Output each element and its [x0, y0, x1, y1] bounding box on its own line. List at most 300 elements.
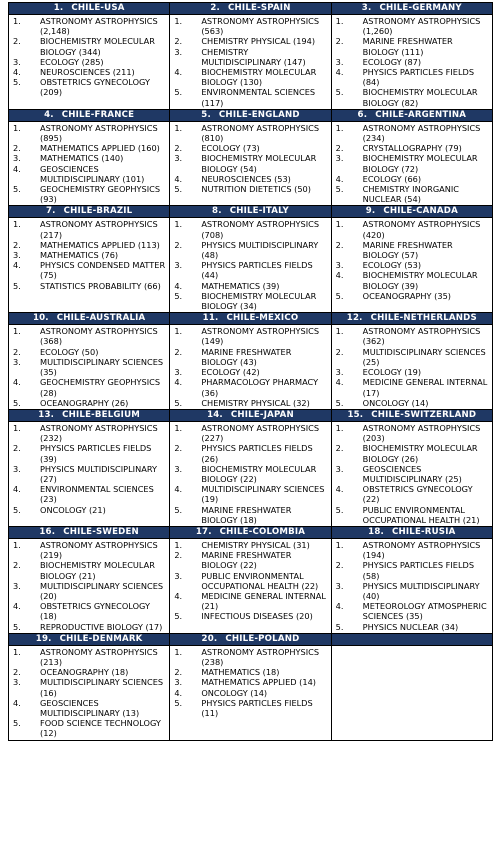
- list-item-text: PHYSICS PARTICLES FIELDS (26): [201, 443, 313, 464]
- list-item: [336, 153, 490, 173]
- list-item-text: ASTRONOMY ASTROPHYSICS (234): [362, 122, 481, 144]
- list-item-number: 4.: [13, 697, 21, 708]
- list-item-text: GEOSCIENCES MULTIDISCIPLINARY (101): [40, 163, 145, 184]
- list-item-text: BIOCHEMISTRY MOLECULAR BIOLOGY (344): [40, 36, 155, 57]
- list-item-number: 2.: [174, 239, 183, 250]
- list-item-text: PHYSICS PARTICLES FIELDS (84): [362, 67, 475, 88]
- country-header: [331, 526, 492, 538]
- list-item: [13, 184, 167, 204]
- list-item-number: 5.: [13, 621, 21, 632]
- list-item: [174, 423, 328, 443]
- country-header: [9, 526, 170, 538]
- list-item-text: ECOLOGY (53): [362, 260, 422, 271]
- list-item-number: 1.: [13, 326, 21, 337]
- list-item: [336, 184, 490, 204]
- list-item-text: MULTIDISCIPLINARY SCIENCES (19): [201, 484, 325, 505]
- list-item-text: ONCOLOGY (14): [201, 687, 268, 698]
- list-item: [13, 143, 167, 153]
- list-item: [174, 464, 328, 484]
- field-list: [332, 15, 492, 109]
- country-title: CHILE-SWEDEN: [63, 526, 139, 537]
- country-rank: 20.: [201, 633, 218, 644]
- list-item: [13, 77, 167, 97]
- country-title: CHILE-NETHERLANDS: [370, 313, 477, 324]
- list-item: [174, 153, 328, 173]
- country-field-list-cell: [9, 15, 170, 110]
- list-item-text: GEOSCIENCES MULTIDISCIPLINARY (13): [40, 697, 140, 718]
- list-item-text: BIOCHEMISTRY MOLECULAR BIOLOGY (54): [201, 153, 317, 174]
- country-field-list-cell: [170, 121, 331, 206]
- country-rank: 13.: [38, 409, 55, 420]
- list-item-number: 2.: [174, 667, 183, 678]
- list-item: [174, 291, 328, 311]
- list-item-text: PHYSICS PARTICLES FIELDS (44): [201, 260, 313, 281]
- country-header: [331, 206, 492, 218]
- field-list: [170, 218, 330, 312]
- list-item-number: 3.: [174, 570, 183, 581]
- list-item-number: 1.: [335, 422, 344, 433]
- list-item-number: 3.: [335, 463, 344, 474]
- list-item: [13, 281, 167, 291]
- list-item-number: 5.: [13, 504, 21, 515]
- country-header: [170, 3, 331, 15]
- list-item: [174, 550, 328, 570]
- list-item-number: 2.: [335, 143, 344, 154]
- list-item-number: 4.: [335, 67, 344, 78]
- list-item: [174, 667, 328, 677]
- list-item: [336, 36, 490, 56]
- country-title: CHILE-AUSTRALIA: [56, 313, 146, 324]
- list-item-text: ASTRONOMY ASTROPHYSICS (238): [201, 646, 320, 667]
- country-title: CHILE-COLOMBIA: [219, 526, 306, 537]
- list-item: [174, 484, 328, 504]
- list-item: [13, 667, 167, 677]
- list-item-text: ENVIRONMENTAL SCIENCES (23): [40, 484, 154, 505]
- list-item-number: 4.: [335, 601, 344, 612]
- list-item-text: MULTIDISCIPLINARY SCIENCES (20): [40, 580, 164, 601]
- list-item-number: 2.: [335, 239, 344, 250]
- list-item-number: 1.: [174, 539, 183, 550]
- items-row: [9, 325, 493, 410]
- list-item-text: BIOCHEMISTRY MOLECULAR BIOLOGY (34): [201, 290, 317, 312]
- list-item: [13, 36, 167, 56]
- list-item-number: 5.: [335, 290, 344, 301]
- country-header: [331, 409, 492, 421]
- list-item-text: MATHEMATICS (76): [40, 250, 119, 261]
- list-item-text: ECOLOGY (42): [201, 367, 260, 378]
- list-item: [13, 164, 167, 184]
- list-item: [174, 677, 328, 687]
- country-title: CHILE-CANADA: [383, 206, 458, 217]
- list-item-number: 3.: [13, 56, 21, 67]
- list-item: [13, 601, 167, 621]
- list-item-text: FOOD SCIENCE TECHNOLOGY (12): [40, 718, 161, 739]
- list-item-number: 4.: [174, 173, 183, 184]
- country-header: [9, 313, 170, 325]
- country-rank: 15.: [347, 409, 364, 420]
- country-rank: 19.: [35, 633, 52, 644]
- list-item: [174, 67, 328, 87]
- list-item-text: BIOCHEMISTRY MOLECULAR BIOLOGY (130): [201, 67, 317, 88]
- list-item: [174, 174, 328, 184]
- country-field-list-cell: [331, 325, 492, 410]
- list-item-number: 1.: [335, 539, 344, 550]
- list-item-text: ASTRONOMY ASTROPHYSICS (217): [40, 219, 158, 240]
- country-rank: 3.: [361, 3, 372, 13]
- list-item-text: MARINE FRESHWATER BIOLOGY (22): [201, 550, 292, 571]
- list-item-text: MULTIDISCIPLINARY SCIENCES (16): [40, 677, 164, 698]
- list-item: [13, 326, 167, 346]
- list-item-number: 5.: [335, 87, 344, 98]
- list-item-number: 2.: [13, 667, 21, 678]
- list-item-text: PHYSICS PARTICLES FIELDS (11): [201, 697, 313, 718]
- country-header: [170, 526, 331, 538]
- list-item-number: 1.: [13, 219, 21, 230]
- country-rank: 9.: [365, 206, 376, 217]
- list-item-number: 3.: [13, 580, 21, 591]
- list-item-number: 1.: [13, 122, 21, 133]
- list-item: [336, 260, 490, 270]
- list-item: [336, 601, 490, 621]
- list-item-text: GEOCHEMISTRY GEOPHYSICS (28): [40, 377, 161, 398]
- list-item-number: 1.: [174, 122, 183, 133]
- list-item: [13, 240, 167, 250]
- list-item-number: 3.: [174, 367, 183, 378]
- list-item: [174, 16, 328, 36]
- list-item-number: 2.: [174, 36, 183, 47]
- country-field-list-cell: [331, 538, 492, 633]
- list-item: [336, 57, 490, 67]
- list-item-text: PHYSICS MULTIDISCIPLINARY (48): [201, 239, 319, 261]
- list-item-text: PHYSICS PARTICLES FIELDS (58): [362, 560, 475, 581]
- list-item: [336, 367, 490, 377]
- list-item-number: 3.: [13, 356, 21, 367]
- list-item: [13, 260, 167, 280]
- list-item-text: MATHEMATICS APPLIED (160): [40, 143, 160, 154]
- list-item-text: ECOLOGY (50): [40, 346, 99, 357]
- list-item-number: 4.: [335, 377, 344, 388]
- country-rank: 1.: [53, 3, 64, 13]
- country-field-list-cell: [9, 121, 170, 206]
- list-item-number: 3.: [13, 677, 21, 688]
- list-item: [336, 505, 490, 525]
- country-field-list-cell: [331, 421, 492, 526]
- country-field-list-cell: [170, 421, 331, 526]
- list-item-text: MULTIDISCIPLINARY SCIENCES (35): [40, 356, 164, 378]
- country-header: [170, 206, 331, 218]
- list-item-number: 5.: [174, 184, 183, 195]
- list-item-number: 3.: [174, 153, 183, 164]
- list-item-number: 1.: [174, 422, 183, 433]
- list-item-text: CHEMISTRY INORGANIC NUCLEAR (54): [362, 184, 460, 205]
- field-list: [9, 15, 169, 99]
- list-item-text: OBSTETRICS GYNECOLOGY (22): [362, 484, 473, 505]
- list-item-number: 4.: [174, 377, 183, 388]
- list-item-number: 4.: [13, 377, 21, 388]
- list-item-number: 4.: [174, 280, 183, 291]
- list-item-number: 5.: [174, 87, 183, 98]
- list-item-text: CHEMISTRY MULTIDISCIPLINARY (147): [201, 46, 306, 67]
- list-item-text: CHEMISTRY PHYSICAL (32): [201, 397, 310, 408]
- list-item-text: ASTRONOMY ASTROPHYSICS (213): [40, 646, 158, 667]
- country-rank: 10.: [32, 313, 49, 324]
- list-item-number: 1.: [335, 219, 344, 230]
- country-rank: 5.: [201, 109, 211, 120]
- list-item: [13, 219, 167, 239]
- items-row: [9, 218, 493, 313]
- list-item-text: METEOROLOGY ATMOSPHERIC SCIENCES (35): [362, 601, 487, 622]
- list-item: [174, 326, 328, 346]
- country-rank: 6.: [357, 109, 368, 120]
- list-item-text: ECOLOGY (285): [40, 56, 104, 67]
- country-field-list-cell: [331, 121, 492, 206]
- list-item-text: MEDICINE GENERAL INTERNAL (21): [201, 590, 326, 612]
- list-item: [336, 347, 490, 367]
- list-item-number: 5.: [13, 718, 21, 729]
- list-item-number: 1.: [335, 326, 344, 337]
- list-item-number: 2.: [174, 550, 183, 561]
- list-item-text: MARINE FRESHWATER BIOLOGY (57): [362, 239, 453, 261]
- list-item-number: 5.: [174, 397, 183, 408]
- list-item-text: OBSTETRICS GYNECOLOGY (209): [40, 77, 150, 98]
- list-item-number: 4.: [335, 173, 344, 184]
- list-item: [13, 540, 167, 560]
- country-rank: 18.: [368, 526, 384, 537]
- field-list: [332, 218, 492, 302]
- list-item-number: 3.: [174, 677, 183, 688]
- list-item-text: PHARMACOLOGY PHARMACY (36): [201, 377, 319, 398]
- list-item-text: ASTRONOMY ASTROPHYSICS (1,260): [362, 16, 481, 37]
- list-item-number: 1.: [174, 219, 183, 230]
- list-item-text: ECOLOGY (19): [362, 367, 422, 378]
- table-body: [9, 3, 493, 741]
- field-list: [170, 122, 330, 195]
- list-item-text: PHYSICS CONDENSED MATTER (75): [40, 260, 166, 281]
- field-list: [170, 15, 330, 109]
- list-item: [13, 357, 167, 377]
- list-item-text: BIOCHEMISTRY MOLECULAR BIOLOGY (21): [40, 560, 155, 581]
- list-item: [174, 611, 328, 621]
- list-item: [174, 240, 328, 260]
- list-item-text: ASTRONOMY ASTROPHYSICS (420): [362, 219, 481, 240]
- list-item: [336, 398, 490, 408]
- country-rank: 11.: [202, 313, 219, 324]
- country-rank: 8.: [212, 206, 222, 217]
- list-item-number: 3.: [335, 367, 344, 378]
- list-item-text: ASTRONOMY ASTROPHYSICS (232): [40, 422, 158, 444]
- list-item-number: 1.: [174, 16, 183, 26]
- country-header: [170, 109, 331, 121]
- list-item: [13, 647, 167, 667]
- list-item: [174, 87, 328, 107]
- country-title: CHILE-BRAZIL: [63, 206, 133, 217]
- list-item-text: ECOLOGY (73): [201, 143, 260, 154]
- list-item: [336, 540, 490, 560]
- country-rank: 7.: [45, 206, 56, 217]
- list-item-number: 2.: [174, 443, 183, 454]
- list-item: [336, 484, 490, 504]
- list-item-text: ASTRONOMY ASTROPHYSICS (194): [362, 539, 481, 561]
- list-item-number: 4.: [13, 67, 21, 78]
- field-list: [170, 646, 330, 719]
- list-item-text: MATHEMATICS (140): [40, 153, 124, 164]
- list-item-text: PUBLIC ENVIRONMENTAL OCCUPATIONAL HEALTH (21): [362, 504, 480, 525]
- country-field-list-cell: [9, 538, 170, 633]
- list-item-text: MULTIDISCIPLINARY SCIENCES (25): [362, 346, 486, 367]
- country-header: [170, 313, 331, 325]
- list-item: [336, 560, 490, 580]
- list-item-text: ONCOLOGY (14): [362, 397, 429, 408]
- list-item: [336, 464, 490, 484]
- list-item: [13, 123, 167, 143]
- list-item-text: GEOSCIENCES MULTIDISCIPLINARY (25): [362, 463, 462, 484]
- list-item-text: MARINE FRESHWATER BIOLOGY (111): [362, 36, 453, 57]
- header-row: [9, 409, 493, 421]
- country-field-list-cell: [170, 15, 331, 110]
- list-item: [174, 505, 328, 525]
- country-header: [331, 3, 492, 15]
- items-row: [9, 645, 493, 740]
- header-row: [9, 313, 493, 325]
- field-list: [332, 422, 492, 526]
- list-item: [174, 281, 328, 291]
- list-item: [174, 688, 328, 698]
- list-item: [336, 581, 490, 601]
- list-item: [336, 174, 490, 184]
- list-item: [13, 153, 167, 163]
- list-item: [174, 219, 328, 239]
- list-item-text: ASTRONOMY ASTROPHYSICS (219): [40, 539, 158, 561]
- list-item-number: 3.: [335, 260, 344, 271]
- list-item: [174, 698, 328, 718]
- country-title: CHILE-POLAND: [225, 633, 300, 644]
- list-item: [13, 398, 167, 408]
- list-item-text: GEOCHEMISTRY GEOPHYSICS (93): [40, 184, 161, 205]
- list-item: [13, 560, 167, 580]
- list-item-number: 1.: [335, 122, 344, 133]
- list-item-number: 3.: [335, 153, 344, 164]
- country-title: CHILE-MEXICO: [226, 313, 299, 324]
- country-header: [9, 3, 170, 15]
- list-item-number: 3.: [174, 260, 183, 271]
- list-item: [13, 581, 167, 601]
- list-item: [174, 377, 328, 397]
- list-item-text: ASTRONOMY ASTROPHYSICS (895): [40, 122, 158, 144]
- list-item-text: NEUROSCIENCES (53): [201, 173, 291, 184]
- list-item-number: 1.: [13, 646, 21, 657]
- list-item-number: 1.: [335, 16, 344, 26]
- list-item-number: 4.: [13, 260, 21, 271]
- list-item: [13, 16, 167, 36]
- country-title: CHILE-DENMARK: [59, 633, 143, 644]
- list-item-number: 2.: [13, 346, 21, 357]
- country-title: CHILE-SPAIN: [228, 3, 291, 13]
- list-item-text: ASTRONOMY ASTROPHYSICS (362): [362, 326, 481, 347]
- list-item-number: 3.: [174, 463, 183, 474]
- country-field-list-cell: [9, 645, 170, 740]
- list-item-number: 4.: [13, 163, 21, 174]
- list-item: [13, 250, 167, 260]
- list-item-text: OBSTETRICS GYNECOLOGY (18): [40, 601, 150, 622]
- country-title: CHILE-SWITZERLAND: [371, 409, 477, 420]
- country-field-list-cell: [331, 15, 492, 110]
- list-item: [13, 622, 167, 632]
- list-item: [336, 270, 490, 290]
- list-item-text: ASTRONOMY ASTROPHYSICS (368): [40, 326, 158, 347]
- list-item-number: 3.: [335, 56, 344, 67]
- country-rank: 2.: [210, 3, 221, 13]
- list-item-number: 3.: [335, 580, 344, 591]
- country-header: [9, 206, 170, 218]
- list-item-text: ONCOLOGY (21): [40, 504, 106, 515]
- list-item-text: PHYSICS NUCLEAR (34): [362, 621, 459, 632]
- list-item: [13, 377, 167, 397]
- header-row: [9, 109, 493, 121]
- list-item-number: 2.: [13, 143, 21, 154]
- list-item: [336, 123, 490, 143]
- list-item: [174, 443, 328, 463]
- items-row: [9, 538, 493, 633]
- list-item-text: CHEMISTRY PHYSICAL (194): [201, 36, 316, 47]
- list-item-number: 2.: [174, 346, 183, 357]
- list-item-number: 5.: [13, 397, 21, 408]
- empty-header-cell: [331, 633, 492, 645]
- country-title: CHILE-FRANCE: [61, 109, 135, 120]
- field-list: [332, 539, 492, 633]
- list-item-number: 3.: [13, 463, 21, 474]
- list-item-number: 2.: [13, 443, 21, 454]
- list-item-text: ECOLOGY (66): [362, 173, 422, 184]
- list-item-number: 1.: [13, 422, 21, 433]
- list-item-text: PUBLIC ENVIRONMENTAL OCCUPATIONAL HEALTH (22): [201, 570, 319, 591]
- country-title: CHILE-BELGIUM: [62, 409, 141, 420]
- field-list: [9, 646, 169, 740]
- country-title: CHILE-USA: [71, 3, 125, 13]
- list-item-number: 3.: [174, 46, 183, 57]
- list-item: [336, 143, 490, 153]
- field-list: [9, 325, 169, 409]
- list-item: [13, 57, 167, 67]
- list-item: [174, 540, 328, 550]
- country-field-list-cell: [170, 538, 331, 633]
- country-header: [9, 409, 170, 421]
- list-item-text: STATISTICS PROBABILITY (66): [40, 280, 161, 291]
- list-item-text: NUTRITION DIETETICS (50): [201, 184, 311, 195]
- list-item-text: MATHEMATICS (39): [201, 280, 280, 291]
- country-title: CHILE-JAPAN: [230, 409, 294, 420]
- field-list: [332, 122, 492, 206]
- list-item: [174, 123, 328, 143]
- country-rank: 4.: [44, 109, 54, 120]
- list-item: [174, 647, 328, 667]
- list-item: [336, 87, 490, 107]
- field-list: [170, 325, 330, 409]
- list-item-number: 4.: [174, 590, 183, 601]
- list-item-number: 1.: [13, 16, 21, 26]
- country-rank: 12.: [346, 313, 363, 324]
- field-list: [332, 325, 492, 409]
- list-item: [13, 67, 167, 77]
- country-header: [170, 633, 331, 645]
- country-title: CHILE-GERMANY: [379, 3, 462, 13]
- list-item-number: 5.: [174, 611, 183, 622]
- country-rank: 14.: [207, 409, 223, 420]
- list-item-text: CRYSTALLOGRAPHY (79): [362, 143, 462, 154]
- country-field-list-cell: [9, 421, 170, 526]
- list-item-text: ASTRONOMY ASTROPHYSICS (563): [201, 16, 320, 37]
- list-item: [174, 184, 328, 194]
- list-item-number: 4.: [13, 484, 21, 495]
